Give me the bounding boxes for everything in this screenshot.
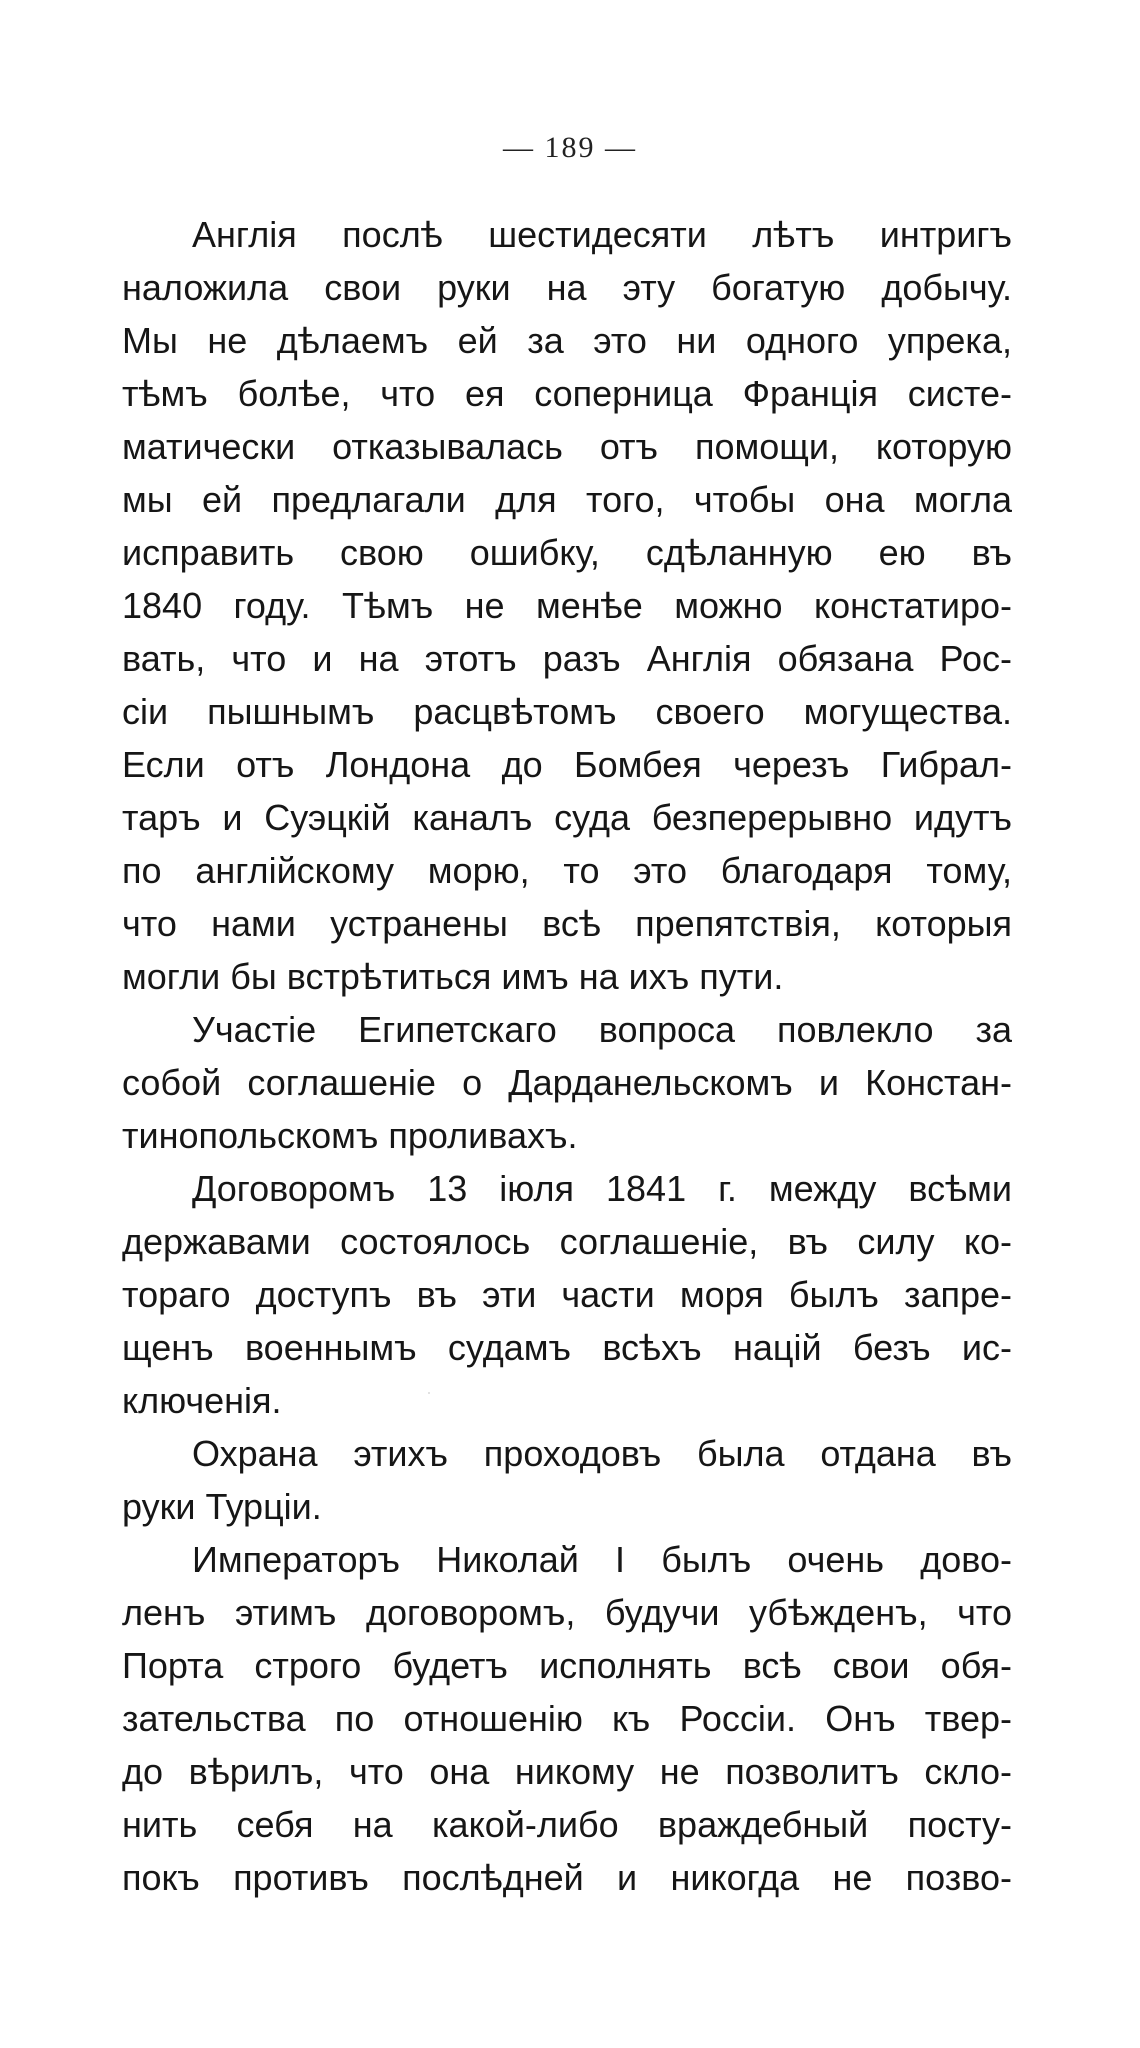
- text-line: что нами устранены всѣ препятствія, которыя: [122, 903, 1012, 944]
- text-line: тораго доступъ въ эти части моря былъ запре-: [122, 1274, 1012, 1315]
- text-line: по англійскому морю, то это благодаря тому,: [122, 850, 1012, 891]
- text-line: нить себя на какой-либо враждебный посту-: [122, 1804, 1012, 1845]
- text-line: ленъ этимъ договоромъ, будучи убѣжденъ, что: [122, 1592, 1012, 1633]
- text-line: исправить свою ошибку, сдѣланную ею въ: [122, 532, 1012, 573]
- text-line: покъ противъ послѣдней и никогда не позво-: [122, 1857, 1012, 1898]
- text-line: зательства по отношенію къ Россіи. Онъ твер-: [122, 1698, 1012, 1739]
- text-line: мы ей предлагали для того, чтобы она могла: [122, 479, 1012, 520]
- text-line: Если отъ Лондона до Бомбея черезъ Гибрал-: [122, 744, 1012, 785]
- text-line: Охрана этихъ проходовъ была отдана въ: [192, 1433, 1012, 1474]
- text-line: Англія послѣ шестидесяти лѣтъ интригъ: [192, 214, 1012, 255]
- text-line: Императоръ Николай I былъ очень дово-: [192, 1539, 1012, 1580]
- text-line: щенъ военнымъ судамъ всѣхъ націй безъ ис-: [122, 1327, 1012, 1368]
- text-line: до вѣрилъ, что она никому не позволитъ скло-: [122, 1751, 1012, 1792]
- text-line: наложила свои руки на эту богатую добычу.: [122, 267, 1012, 308]
- text-line: Порта строго будетъ исполнять всѣ свои обя-: [122, 1645, 1012, 1686]
- text-line: вать, что и на этотъ разъ Англія обязана Рос-: [122, 638, 1012, 679]
- page-number: — 189 —: [503, 131, 637, 164]
- text-line: собой соглашеніе о Дарданельскомъ и Констан-: [122, 1062, 1012, 1103]
- text-line: сіи пышнымъ расцвѣтомъ своего могущества.: [122, 691, 1012, 732]
- text-line: 1840 году. Тѣмъ не менѣе можно констатиро-: [122, 585, 1012, 626]
- text-line: ключенія.: [122, 1380, 282, 1421]
- text-line: Участіе Египетскаго вопроса повлекло за: [192, 1009, 1012, 1050]
- text-line: Договоромъ 13 іюля 1841 г. между всѣми: [192, 1168, 1012, 1209]
- text-line: руки Турціи.: [122, 1486, 322, 1527]
- body-text: [122, 208, 1012, 1904]
- text-line: тинопольскомъ проливахъ.: [122, 1115, 578, 1156]
- scan-speck: [428, 1392, 430, 1394]
- text-line: державами состоялось соглашеніе, въ силу ко-: [122, 1221, 1012, 1262]
- text-line: таръ и Суэцкій каналъ суда безперерывно идутъ: [122, 797, 1012, 838]
- text-line: Мы не дѣлаемъ ей за это ни одного упрека,: [122, 320, 1012, 361]
- text-line: тѣмъ болѣе, что ея соперница Франція систе-: [122, 373, 1012, 414]
- text-line: могли бы встрѣтиться имъ на ихъ пути.: [122, 956, 784, 997]
- text-line: матически отказывалась отъ помощи, которую: [122, 426, 1012, 467]
